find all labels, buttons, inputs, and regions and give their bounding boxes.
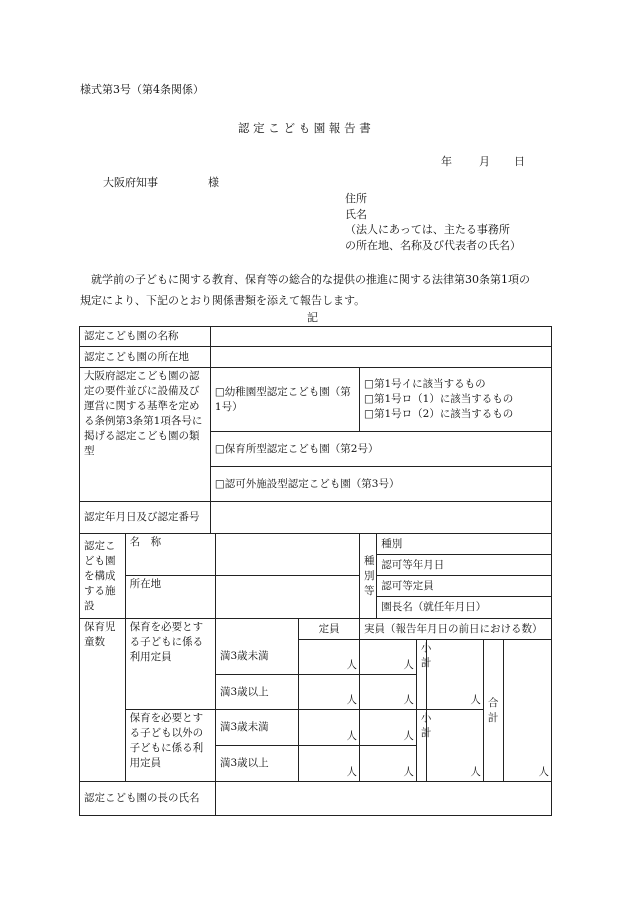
cert-date-label: 認定年月日及び認定番号 xyxy=(80,502,211,534)
need-care-subtotal-label: 小計 xyxy=(416,640,426,710)
no-care-under3-actual[interactable]: 人 xyxy=(360,710,417,746)
no-care-under3-label: 満3歳未満 xyxy=(215,710,298,746)
need-care-under3-label: 満3歳未満 xyxy=(215,640,298,675)
no-care-over3-actual[interactable]: 人 xyxy=(360,746,417,782)
children-count-label: 保育児童数 xyxy=(80,619,126,782)
name-label: 氏名 xyxy=(345,207,367,221)
subtype-1-i[interactable]: □第1号イに該当するもの xyxy=(364,378,486,390)
report-paragraph xyxy=(80,269,550,311)
age-header-blank xyxy=(215,619,298,640)
principal-label: 園長名（就任年月日） xyxy=(377,597,552,619)
reporter-block xyxy=(345,191,521,253)
license-capacity-label: 認可等定員 xyxy=(377,576,552,597)
need-care-under3-capacity[interactable]: 人 xyxy=(299,640,360,675)
addressee-honorific: 様 xyxy=(208,176,219,189)
facility-location-value[interactable] xyxy=(210,347,551,368)
corporation-note-line1: （法人にあっては、主たる事務所 xyxy=(345,223,510,236)
no-care-subtotal-label: 小計 xyxy=(416,710,426,782)
director-name-label: 認定こども園の長の氏名 xyxy=(80,782,216,816)
no-care-over3-label: 満3歳以上 xyxy=(215,746,298,782)
group-no-care-label: 保育を必要とする子ども以外の子どもに係る利用定員 xyxy=(125,710,215,782)
facility-location-label: 認定こども園の所在地 xyxy=(80,347,211,368)
date-year-label: 年 xyxy=(441,155,452,168)
subtype-1-ro-2[interactable]: □第1号ロ（2）に該当するもの xyxy=(364,408,514,420)
report-form-table xyxy=(79,326,552,816)
need-care-under3-actual[interactable]: 人 xyxy=(360,640,417,675)
total-label: 合計 xyxy=(483,640,503,782)
constituent-location-value[interactable] xyxy=(215,576,359,619)
need-care-over3-label: 満3歳以上 xyxy=(215,675,298,710)
address-label: 住所 xyxy=(345,192,367,205)
date-day-label: 日 xyxy=(514,155,525,168)
group-need-care-label: 保育を必要とする子どもに係る利用定員 xyxy=(125,619,215,710)
type-kindergarten-option[interactable]: □幼稚園型認定こども園（第1号） xyxy=(210,368,359,432)
kind-label: 種別 xyxy=(377,534,552,555)
addressee: 大阪府知事 xyxy=(103,176,158,189)
cert-date-value[interactable] xyxy=(210,502,551,534)
need-care-subtotal-value[interactable]: 人 xyxy=(427,640,484,710)
kindergarten-subtypes xyxy=(360,368,552,432)
facilities-label: 認定こども園を構成する施設 xyxy=(80,534,126,619)
facility-name-value[interactable] xyxy=(210,327,551,347)
paragraph-line2: 規定により、下記のとおり関係書類を添えて報告します。 xyxy=(80,294,366,307)
need-care-over3-actual[interactable]: 人 xyxy=(360,675,417,710)
date-month-label: 月 xyxy=(479,155,490,168)
type-unlicensed-option[interactable]: □認可外施設型認定こども園（第3号） xyxy=(210,467,551,502)
type-etc-label: 種別等 xyxy=(360,534,377,619)
no-care-over3-capacity[interactable]: 人 xyxy=(299,746,360,782)
form-number: 様式第3号（第4条関係） xyxy=(80,83,204,96)
facility-location-subheader: 所在地 xyxy=(125,576,215,619)
facility-category-label: 大阪府認定こども園の認定の要件並びに設備及び運営に関する基準を定める条例第3条第1項各号に掲げる認定こども園の類型 xyxy=(80,368,211,502)
capacity-header: 定員 xyxy=(299,619,360,640)
need-care-over3-capacity[interactable]: 人 xyxy=(299,675,360,710)
constituent-name-value[interactable] xyxy=(215,534,359,576)
facility-name-label: 認定こども園の名称 xyxy=(80,327,211,347)
facility-name-subheader: 名 称 xyxy=(125,534,215,576)
subtype-1-ro-1[interactable]: □第1号ロ（1）に該当するもの xyxy=(364,393,514,405)
ki-label: 記 xyxy=(307,311,318,324)
no-care-under3-capacity[interactable]: 人 xyxy=(299,710,360,746)
type-nursery-option[interactable]: □保育所型認定こども園（第2号） xyxy=(210,432,551,467)
director-name-value[interactable] xyxy=(215,782,551,816)
no-care-subtotal-value[interactable]: 人 xyxy=(427,710,484,782)
page-title: 認 定 こ ど も 園 報 告 書 xyxy=(238,121,371,135)
paragraph-line1: 就学前の子どもに関する教育、保育等の総合的な提供の推進に関する法律第30条第1項の xyxy=(91,273,530,286)
actual-count-header: 実員（報告年月日の前日における数） xyxy=(360,619,552,640)
corporation-note-line2: の所在地、名称及び代表者の氏名） xyxy=(345,238,521,252)
license-date-label: 認可等年月日 xyxy=(377,555,552,576)
total-value[interactable]: 人 xyxy=(504,640,552,782)
